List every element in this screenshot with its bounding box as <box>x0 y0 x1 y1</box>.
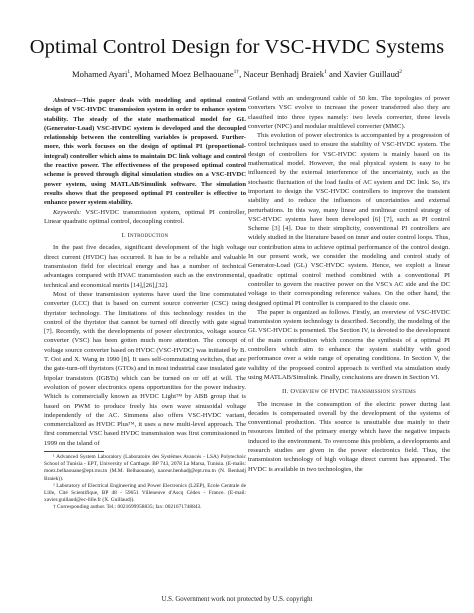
body-paragraph: Gotland with an underground cable of 50 km. The topologies of power converters VSC evolve to increase the power transferred also they are classified into three types namely: two levels converter, three levels converter (NPC) and modular multilevel converter (MMC). <box>248 95 450 130</box>
author-name: Xavier Guillaud <box>343 69 400 79</box>
author-name: Mohamed Moez Belhaouane <box>134 69 234 79</box>
right-column <box>248 94 450 474</box>
footnote: † Corresponding author. Tel.: 0021699958835; fax: 0021671748843. <box>53 504 202 511</box>
author-affiliation-mark: 2 <box>399 69 402 76</box>
footnote: ¹ Advanced System Laboratory (Laboratoire des Systèmes Avancés - LSA) Polytechnic School of Tunisia - EPT, University of Carthage. BP 743, 2078 La Marsa, Tunisia. (E-mails: moez.belhaouane@ept.rnu.tn (M.M. Belhaouane), naceur.benhadj@ept.rnu.tn (N. Benhadj Braiek)). <box>44 453 246 482</box>
copyright-notice: U.S. Government work not protected by U.S. copyright <box>161 596 313 603</box>
author-affiliation-mark: 1 <box>127 69 131 76</box>
keywords-text: VSC-HVDC transmission system, optimal PI controller, Linear quadratic optimal control, decoupling control. <box>44 208 246 225</box>
abstract-text: —This paper deals with modeling and optimal control design of VSC-HVDC transmission system in order to enhance system stability. The steady of the state mathematical model for GL (Generator-Load) VSC-HVDC system is developed and the decoupled relationship between the controlling variables is proposed. Further-more, this work focuses on the design of optimal PI (proportional-integral) controller which aims to maintain DC link voltage and control the reactive power. The effectiveness of the proposed optimal control scheme is proved through digital simulation studies on a VSC-HVDC power system, using MATLAB/Simulink software. The simulation results shows that the proposed optimal PI controller is effective to enhance power system stability. <box>44 97 246 207</box>
author-list: Mohamed Ayari$^1$, Mohamed Moez Belhaouane$^{1\dagger}$, Naceur Benhadj Braiek$^1$ and Xavier Guillaud$^2$ <box>72 69 402 79</box>
author-affiliation-mark: 1† <box>233 69 240 76</box>
footnote-divider <box>44 451 104 452</box>
keywords-paragraph <box>44 208 246 227</box>
abstract-lead: Abstract <box>53 97 76 104</box>
keywords-lead: Keywords: <box>53 208 82 216</box>
footnote: ² Laboratory of Electrical Engineering and Power Electronics (L2EP), Ecole Centrale de Lille, Cité Scientifique, BP 48 - 59651 Villeneuve d'Ascq Cédex - France. (E-mail: xavier.guillaud@ec-lille.fr (X. Guillaud)). <box>44 482 246 504</box>
author-name: Mohamed Ayari <box>72 69 128 79</box>
author-affiliation-mark: 1 <box>324 69 327 76</box>
author-conjunction: and <box>329 69 342 79</box>
section-heading-overview: II. Overview of HVDC transmission systems <box>282 388 416 396</box>
abstract-paragraph <box>44 96 246 208</box>
author-name: Naceur Benhadj Braiek <box>243 69 325 79</box>
body-paragraph: Most of these transmission systems have used the line commutated converter (LCC) that is based on current source converter (CSC) using thyristor technology. The limitations of this technology resides in the control of the thyristor that cannot be turned off directly with gate signal [7]. Recently, with the developments of power electronics, voltage source converter (VSC) has been gotten much more attention. The concept of voltage source converter based on HVDC (VSC-HVDC) was initiated by B. T. Ooi and X. Wang in 1990 [8]. It uses self-commutating switches, that are the gate-turn-off thyristors (GTOs) and in most industrial case insulated gate bipolar transistors (IGBTs) which can be turned on or off at will. The evolution of power electronics opens opportunities for the power industry. Which is commercially known as HVDC Lightᵀᴹ by ABB group that is based on PWM to produce freely his own wave sinusoidal voltage independently of the AC. Simmens also offers VSC-HVDC variant, commercialized as HVDC Plusᵀᴹ, it uses a new multi-level approach. The first commercial VSC based HVDC transmission was first commissioned in 1999 on the island of <box>44 290 246 447</box>
left-column <box>44 96 246 512</box>
body-paragraph: This evolution of power electronics is accompanied by a progression of control techniques used to ensure the stability of VSC-HVDC system. The design of controllers for VSC-HVDC system is mainly based on its mathematical model. However, the real physical system is easy to be influenced by the external interference of the uncertainty, such as the stochastic fluctuation of the load faults of AC system and DC link. So, it's important to design the VSC-HVDC controllers to improve the transient stability and to reduce the influences of uncertainties and external perturbations. In this way, many linear and nonlinear control strategy of VSC-HVDC systems have been developed [6] [7], such as PI control Scheme [3] [4]. Due to their simplicity, conventional PI controllers are widely studied in the literature based on inner and outer control loops. Thus, our contribution aims to achieve optimal performance of the control design. In our present work, we consider the modeling and control study of Generator-Load (GL) VSC-HVDC system. Hence, we exploit a linear quadratic optimal control method combined with a conventional PI controller to govern the reactive power on the VSC's AC side and the DC voltage to their corresponding reference values. On the other hand, the designed optimal PI controller is compared to the classic one. <box>248 132 450 307</box>
body-paragraph: The paper is organized as follows. Firstly, an overview of VSC-HVDC transmission system technology is described. Secondly, the modeling of the GL VSC-HVDC is presented. The Section IV, is devoted to the development of the main contribution which concerns the synthesis of a optimal PI controllers which aim to enhance the system stability with good performance over a wide range of operating conditions. In Section V, the validity of the proposed control approach is verified via simulation study using MATLAB/Simulink. Finally, conclusions are drawn in Section VI. <box>248 308 450 381</box>
section-heading-introduction: I. Introduction <box>121 232 169 240</box>
body-paragraph: In the past five decades, significant development of the high voltage direct current (HVDC) has occurred. It has to be a reliable and valuable transmission field for electrical energy and has a number of technical advantages compared with HVAC transmission such as the environmental, technical and economical merits [14],[26],[32]. <box>44 244 246 289</box>
paper-title: Optimal Control Design for VSC-HVDC Systems <box>29 36 445 58</box>
body-paragraph: The increase in the consumption of the electric power during last decades is compensated overall by the development of the systems of conventional production. This source is unsuitable due mainly to their resources limited of the primary energy which have the negative impacts induced to the environment. To overcome this problem, a developments and research studies are given in the power electronics field. Thus, the transmission technology of high voltage direct current has appeared. The HVDC is available in two technologies, the <box>248 400 450 473</box>
